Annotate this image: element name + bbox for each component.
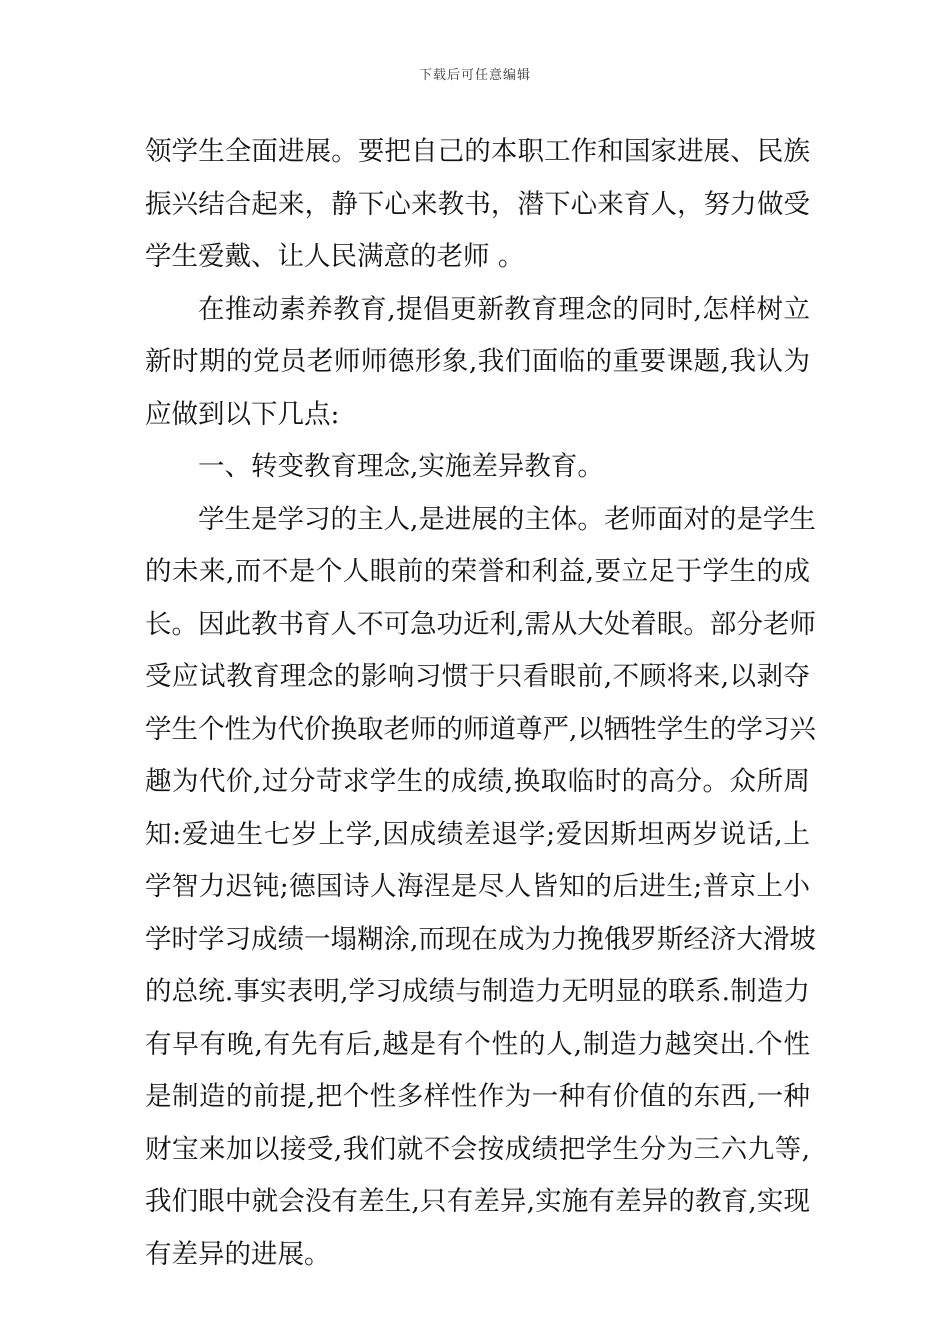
text-line: 我们眼中就会没有差生,只有差异,实施有差异的教育,实现: [145, 1186, 810, 1217]
text-line: 在推动素养教育,提倡更新教育理念的同时,怎样树立: [198, 293, 810, 325]
document-body: [145, 126, 816, 1281]
text-line: 有早有晚,有先有后,越是有个性的人,制造力越突出.个性: [145, 1028, 810, 1060]
text-line: 知:爱迪生七岁上学,因成绩差退学;爱因斯坦两岁说话,上: [145, 818, 810, 850]
page-header: 下载后可任意编辑: [418, 68, 531, 83]
text-line: 应做到以下几点:: [145, 398, 340, 430]
text-line: 是制造的前提,把个性多样性作为一种有价值的东西,一种: [145, 1081, 810, 1112]
text-line: 振兴结合起来，静下心来教书，潜下心来育人，努力做受: [145, 188, 810, 220]
text-line: 学生是学习的主人,是进展的主体。老师面对的是学生: [198, 503, 816, 535]
text-line: 学生爱戴、让人民满意的老师 。: [145, 241, 525, 272]
text-line: 的未来,而不是个人眼前的荣誉和利益,要立足于学生的成: [145, 556, 810, 587]
text-line: 趣为代价,过分苛求学生的成绩,换取临时的高分。众所周: [145, 766, 810, 797]
text-line: 学时学习成绩一塌糊涂,而现在成为力挽俄罗斯经济大滑坡: [145, 923, 816, 955]
text-line: 财宝来加以接受,我们就不会按成绩把学生分为三六九等,: [145, 1133, 810, 1165]
text-line: 学智力迟钝;德国诗人海涅是尽人皆知的后进生;普京上小: [145, 871, 810, 902]
text-line: 受应试教育理念的影响习惯于只看眼前,不顾将来,以剥夺: [145, 661, 810, 692]
paragraph: [145, 284, 810, 442]
paragraph: [145, 126, 810, 284]
text-line: 领学生全面进展。要把自己的本职工作和国家进展、民族: [145, 136, 810, 167]
text-line: 长。因此教书育人不可急功近利,需从大处着眼。部分老师: [145, 608, 816, 640]
text-line: 新时期的党员老师师德形象,我们面临的重要课题,我认为: [145, 346, 810, 377]
text-line: 一、转变教育理念,实施差异教育。: [198, 451, 604, 482]
text-line: 学生个性为代价换取老师的师道尊严,以牺牲学生的学习兴: [145, 713, 816, 745]
paragraph-heading: [145, 441, 810, 494]
paragraph: [145, 494, 816, 1282]
text-line: 有差异的进展。: [145, 1238, 331, 1270]
text-line: 的总统.事实表明,学习成绩与制造力无明显的联系.制造力: [145, 976, 810, 1007]
